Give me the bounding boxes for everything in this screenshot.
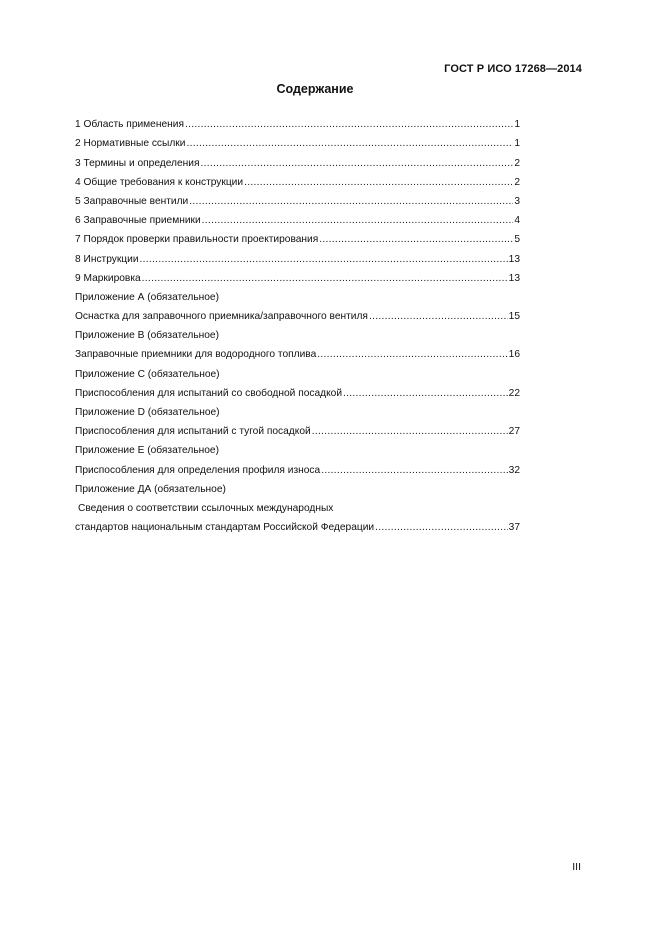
toc-entry-page: 3 (514, 195, 520, 207)
toc-entry-page: 2 (514, 176, 520, 188)
toc-entry-text: Приложение С (обязательное) (75, 368, 220, 380)
toc-entry-page: 1 (514, 138, 520, 150)
dot-leader (375, 521, 508, 534)
toc-entry-annex-b[interactable] (75, 342, 520, 361)
dot-leader (312, 425, 508, 438)
toc-entry-text: Приспособления для испытаний со свободной посадкой (75, 387, 343, 399)
toc-entry-receptacles[interactable] (75, 208, 520, 227)
dot-leader (244, 176, 513, 189)
dot-leader (369, 310, 508, 323)
toc-entry-page: 37 (508, 522, 520, 534)
toc-entry-text: Приложение А (обязательное) (75, 291, 219, 303)
toc-entry-page: 4 (514, 215, 520, 227)
dot-leader (186, 137, 513, 150)
toc-entry-page: 16 (508, 349, 520, 361)
dot-leader (343, 387, 508, 400)
toc-entry-annex-a[interactable] (75, 304, 520, 323)
toc-entry-text: 2 Нормативные ссылки (75, 138, 186, 150)
dot-leader (200, 157, 513, 170)
toc-entry-page: 15 (508, 311, 520, 323)
toc-entry-text: Приспособления для определения профиля износа (75, 464, 321, 476)
toc-entry-page: 2 (514, 157, 520, 169)
toc-entry-text: 1 Область применения (75, 119, 184, 131)
toc-entry-text: Сведения о соответствии ссылочных международных (78, 502, 334, 514)
toc-entry-scope[interactable] (75, 112, 520, 131)
toc-entry-annex-e[interactable] (75, 457, 520, 476)
dot-leader (321, 464, 507, 477)
toc-entry-normative-references[interactable] (75, 131, 520, 150)
toc-title: Содержание (276, 82, 354, 96)
toc-entry-nozzles[interactable] (75, 189, 520, 208)
toc-entry-text: Приложение В (обязательное) (75, 330, 219, 342)
toc-entry-text: 4 Общие требования к конструкции (75, 176, 244, 188)
toc-annex-d-heading (75, 400, 520, 419)
toc-annex-c-heading (75, 361, 520, 380)
page-number: III (572, 861, 581, 873)
toc-entry-page: 27 (508, 426, 520, 438)
standard-code: ГОСТ Р ИСО 17268—2014 (444, 63, 582, 75)
toc-entry-annex-da[interactable] (75, 515, 520, 534)
toc-entry-marking[interactable] (75, 266, 520, 285)
toc-entry-page: 22 (508, 387, 520, 399)
toc-entry-text: Приложение D (обязательное) (75, 407, 220, 418)
dot-leader (140, 253, 508, 266)
toc-entry-text: 5 Заправочные вентили (75, 195, 189, 207)
toc-entry-page: 13 (508, 272, 520, 284)
dot-leader (185, 118, 513, 131)
toc-entry-page: 32 (508, 464, 520, 476)
toc-entry-text: 9 Маркировка (75, 272, 141, 284)
toc-entry-page: 1 (514, 119, 520, 131)
toc-entry-design-verification[interactable] (75, 227, 520, 246)
toc-entry-text: Оснастка для заправочного приемника/заправочного вентиля (75, 311, 368, 323)
toc-annex-a-heading (75, 285, 520, 304)
toc-annex-e-heading (75, 438, 520, 457)
toc-entry-text: Приспособления для испытаний с тугой посадкой (75, 426, 311, 438)
toc-entry-page: 5 (514, 234, 520, 246)
dot-leader (317, 348, 507, 361)
toc-annex-b-heading (75, 323, 520, 342)
toc-entry-text: 3 Термины и определения (75, 157, 200, 169)
toc-entry-annex-d[interactable] (75, 419, 520, 438)
dot-leader (142, 272, 508, 285)
toc-entry-text: 6 Заправочные приемники (75, 215, 201, 227)
toc-entry-page: 13 (508, 253, 520, 265)
table-of-contents (75, 112, 520, 534)
toc-entry-instructions[interactable] (75, 246, 520, 265)
toc-entry-text: Приложение ДА (обязательное) (75, 483, 226, 495)
toc-entry-terms[interactable] (75, 150, 520, 169)
dot-leader (319, 233, 513, 246)
dot-leader (189, 195, 513, 208)
toc-entry-text: Заправочные приемники для водородного топлива (75, 349, 317, 361)
toc-entry-text: стандартов национальным стандартам Российской Федерации (75, 522, 375, 534)
toc-entry-text: 8 Инструкции (75, 253, 139, 265)
toc-annex-da-heading (75, 477, 520, 496)
dot-leader (202, 214, 514, 227)
toc-entry-text: Приложение Е (обязательное) (75, 445, 219, 457)
toc-entry-general-requirements[interactable] (75, 170, 520, 189)
toc-annex-da-title-line1 (75, 496, 520, 515)
toc-entry-text: 7 Порядок проверки правильности проектирования (75, 234, 319, 246)
toc-entry-annex-c[interactable] (75, 381, 520, 400)
